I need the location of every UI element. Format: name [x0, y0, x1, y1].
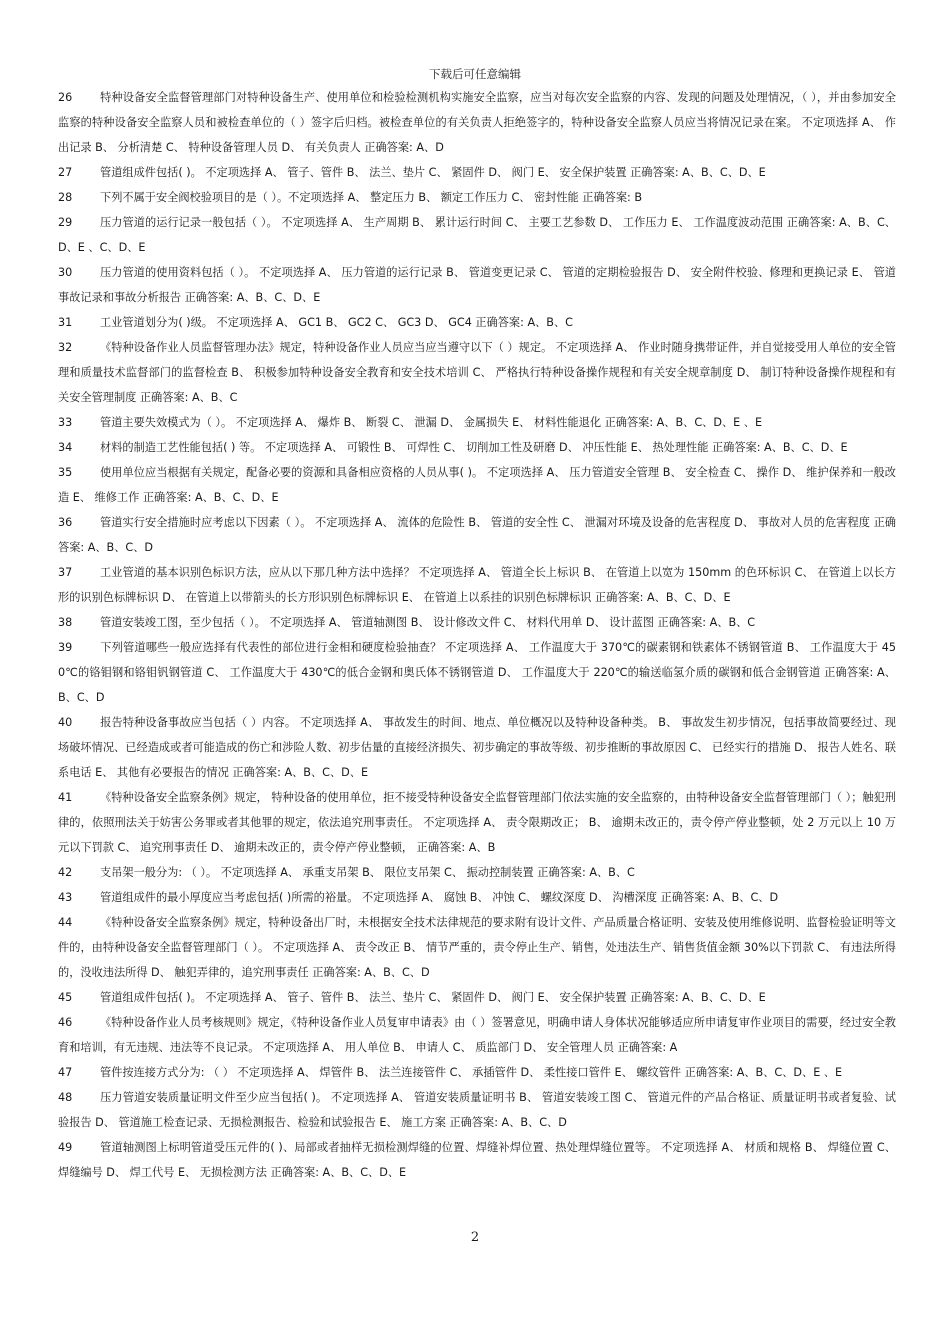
question-number: 28: [58, 191, 73, 204]
question-item: [58, 185, 896, 210]
question-number: 42: [58, 866, 73, 879]
question-number: 26: [58, 91, 73, 104]
question-item: [58, 310, 896, 335]
question-text: 管道组成件的最小厚度应当考虑包括( )所需的裕量。 不定项选择 A、 腐蚀 B、 冲蚀 C、 螺纹深度 D、 沟槽深度 正确答案: A、B、C、D: [100, 891, 779, 904]
question-number: 40: [58, 716, 73, 729]
question-list: [58, 85, 896, 1185]
question-text: 压力管道安装质量证明文件至少应当包括( )。 不定项选择 A、 管道安装质量证明书 B、 管道安装竣工图 C、 管道元件的产品合格证、质量证明书或者复验、试验报告 D、 管道施工检查记录、无损检测报告、检验和试验报告 E、 施工方案 正确答案: A、B、C、D: [58, 1091, 896, 1129]
question-item: [58, 560, 896, 610]
question-text: 压力管道的使用资料包括（ ）。 不定项选择 A、 压力管道的运行记录 B、 管道变更记录 C、 管道的定期检验报告 D、 安全附件校验、修理和更换记录 E、 管道事故记录和事故分析报告 正确答案: A、B、C、D、E: [58, 266, 896, 304]
question-item: [58, 460, 896, 510]
question-item: [58, 710, 896, 785]
question-text: 《特种设备安全监察条例》规定，特种设备出厂时，未根据安全技术法律规范的要求附有设计文件、产品质量合格证明、安装及使用维修说明、监督检验证明等文件的，由特种设备安全监督管理部门（ ）。 不定项选择 A、 责令改正 B、 情节严重的，责令停止生产、销售，处违法生产、销售货值金额 30%以下罚款 C、 有违法所得的，没收违法所得 D、 触犯弄律的，追究刑事责任 正确答案: A、B、C、D: [58, 916, 896, 979]
question-number: 49: [58, 1141, 73, 1154]
question-text: 特种设备安全监督管理部门对特种设备生产、使用单位和检验检测机构实施安全监察，应当对每次安全监察的内容、发现的问题及处理情况，（ ），并由参加安全监察的特种设备安全监察人员和被检查单位的（ ）签字后归档。被检查单位的有关负责人拒绝签字的，特种设备安全监察人员应当将情况记录在案。 不定项选择 A、 作出记录 B、 分析清楚 C、 特种设备管理人员 D、 有关负责人 正确答案: A、D: [58, 91, 896, 154]
page-header: 下载后可任意编辑: [429, 67, 521, 81]
question-number: 29: [58, 216, 73, 229]
question-text: 管道实行安全措施时应考虑以下因素（ ）。 不定项选择 A、 流体的危险性 B、 管道的安全性 C、 泄漏对环境及设备的危害程度 D、 事故对人员的危害程度 正确答案: A、B、C、D: [58, 516, 896, 554]
question-number: 46: [58, 1016, 73, 1029]
question-number: 43: [58, 891, 73, 904]
question-item: [58, 85, 896, 160]
question-number: 37: [58, 566, 73, 579]
question-text: 管道主要失效模式为（ ）。 不定项选择 A、 爆炸 B、 断裂 C、 泄漏 D、 金属损失 E、 材料性能退化 正确答案: A、B、C、D、E 、E: [100, 416, 763, 429]
question-text: 管道安装竣工图，至少包括（ ）。 不定项选择 A、 管道轴测图 B、 设计修改文件 C、 材料代用单 D、 设计蓝图 正确答案: A、B、C: [100, 616, 756, 629]
question-number: 30: [58, 266, 73, 279]
question-text: 报告特种设备事故应当包括（ ）内容。 不定项选择 A、 事故发生的时间、地点、单位概况以及特种设备种类。 B、 事故发生初步情况，包括事故简要经过、现场破坏情况、已经造成或者可能造成的伤亡和涉险人数、初步估量的直接经济损失、初步确定的事故等级、初步推断的事故原因 C、 已经实行的措施 D、 报告人姓名、联系电话 E、 其他有必要报告的情况 正确答案: A、B、C、D、E: [58, 716, 896, 779]
question-number: 36: [58, 516, 73, 529]
question-item: [58, 160, 896, 185]
question-text: 管道组成件包括( )。 不定项选择 A、 管子、管件 B、 法兰、垫片 C、 紧固件 D、 阀门 E、 安全保护装置 正确答案: A、B、C、D、E: [100, 991, 766, 1004]
question-text: 《特种设备作业人员考核规则》规定，《特种设备作业人员复审申请表》由（ ）签署意见，明确申请人身体状况能够适应所申请复审作业项目的需要，经过安全教育和培训，有无违规、违法等不良记录。 不定项选择 A、 用人单位 B、 申请人 C、 质监部门 D、 安全管理人员 正确答案: A: [58, 1016, 896, 1054]
question-text: 压力管道的运行记录一般包括（ ）。 不定项选择 A、 生产周期 B、 累计运行时间 C、 主要工艺参数 D、 工作压力 E、 工作温度波动范围 正确答案: A、B、C、D、E 、C、D、E: [58, 216, 896, 254]
question-text: 材料的制造工艺性能包括( ) 等。 不定项选择 A、 可锻性 B、 可焊性 C、 切削加工性及研磨 D、 冲压性能 E、 热处理性能 正确答案: A、B、C、D、E: [100, 441, 848, 454]
question-item: [58, 1010, 896, 1060]
question-item: [58, 785, 896, 860]
question-text: 使用单位应当根据有关规定，配备必要的资源和具备相应资格的人员从事( )。 不定项选择 A、 压力管道安全管理 B、 安全检查 C、 操作 D、 维护保养和一般改造 E、 维修工作 正确答案: A、B、C、D、E: [58, 466, 896, 504]
question-item: [58, 335, 896, 410]
question-number: 27: [58, 166, 73, 179]
question-item: [58, 260, 896, 310]
question-item: [58, 635, 896, 710]
question-number: 34: [58, 441, 73, 454]
question-item: [58, 210, 896, 260]
question-text: 管件按连接方式分为: （ ） 不定项选择 A、 焊管件 B、 法兰连接管件 C、 承插管件 D、 柔性接口管件 E、 螺纹管件 正确答案: A、B、C、D、E 、E: [100, 1066, 843, 1079]
question-number: 35: [58, 466, 73, 479]
question-text: 支吊架一般分为: （ ）。 不定项选择 A、 承重支吊架 B、 限位支吊架 C、 振动控制装置 正确答案: A、B、C: [100, 866, 635, 879]
question-text: 工业管道划分为( )级。 不定项选择 A、 GC1 B、 GC2 C、 GC3 D、 GC4 正确答案: A、B、C: [100, 316, 573, 329]
question-number: 44: [58, 916, 73, 929]
question-item: [58, 410, 896, 435]
question-number: 48: [58, 1091, 73, 1104]
question-number: 39: [58, 641, 73, 654]
question-number: 41: [58, 791, 73, 804]
question-text: 《特种设备作业人员监督管理办法》规定，特种设备作业人员应当应当遵守以下（ ）规定。 不定项选择 A、 作业时随身携带证件，并自觉接受用人单位的安全管理和质量技术监督部门的监督检查 B、 积极参加特种设备安全教育和安全技术培训 C、 严格执行特种设备操作规程和有关安全规章制度 D、 制订特种设备操作规程和有关安全管理制度 正确答案: A、B、C: [58, 341, 896, 404]
question-item: [58, 885, 896, 910]
question-text: 《特种设备安全监察条例》规定， 特种设备的使用单位，拒不接受特种设备安全监督管理部门依法实施的安全监察的，由特种设备安全监督管理部门（ ）；触犯刑律的，依照刑法关于妨害公务罪或者其他罪的规定，依法追究刑事责任。 不定项选择 A、 责令限期改正； B、 逾期未改正的，责令停产停业整顿，处 2 万元以上 10 万元以下罚款 C、 追究刑事责任 D、 逾期未改正的，责令停产停业整顿， 正确答案: A、B: [58, 791, 896, 854]
question-text: 工业管道的基本识别色标识方法，应从以下那几种方法中选择？ 不定项选择 A、 管道全长上标识 B、 在管道上以宽为 150mm 的色环标识 C、 在管道上以长方形的识别色标牌标识 D、 在管道上以带箭头的长方形识别色标牌标识 E、 在管道上以系挂的识别色标牌标识 正确答案: A、B、C、D、E: [58, 566, 896, 604]
question-item: [58, 910, 896, 985]
question-item: [58, 510, 896, 560]
question-number: 47: [58, 1066, 73, 1079]
question-text: 管道组成件包括( )。 不定项选择 A、 管子、管件 B、 法兰、垫片 C、 紧固件 D、 阀门 E、 安全保护装置 正确答案: A、B、C、D、E: [100, 166, 766, 179]
question-item: [58, 985, 896, 1010]
question-number: 31: [58, 316, 73, 329]
question-item: [58, 1060, 896, 1085]
page-number: 2: [470, 1230, 480, 1245]
question-number: 45: [58, 991, 73, 1004]
question-text: 管道轴测图上标明管道受压元件的( )、局部或者抽样无损检测焊缝的位置、焊缝补焊位置、热处理焊缝位置等。 不定项选择 A、 材质和规格 B、 焊缝位置 C、 焊缝编号 D、 焊工代号 E、 无损检测方法 正确答案: A、B、C、D、E: [58, 1141, 896, 1179]
question-item: [58, 860, 896, 885]
question-item: [58, 610, 896, 635]
question-item: [58, 1135, 896, 1185]
question-item: [58, 435, 896, 460]
question-item: [58, 1085, 896, 1135]
question-text: 下列不属于安全阀校验项目的是（ ）。不定项选择 A、 整定压力 B、 额定工作压力 C、 密封性能 正确答案: B: [100, 191, 643, 204]
question-number: 33: [58, 416, 73, 429]
question-number: 38: [58, 616, 73, 629]
question-text: 下列管道哪些一般应选择有代表性的部位进行金相和硬度检验抽查？ 不定项选择 A、 工作温度大于 370℃的碳素钢和铁素体不锈钢管道 B、 工作温度大于 450℃的铬钼钢和铬钼钒钢管道 C、 工作温度大于 430℃的低合金钢和奥氏体不锈钢管道 D、 工作温度大于 220℃的输送临氢介质的碳钢和低合金钢管道 正确答案: A、B、C、D: [58, 641, 896, 704]
question-number: 32: [58, 341, 73, 354]
